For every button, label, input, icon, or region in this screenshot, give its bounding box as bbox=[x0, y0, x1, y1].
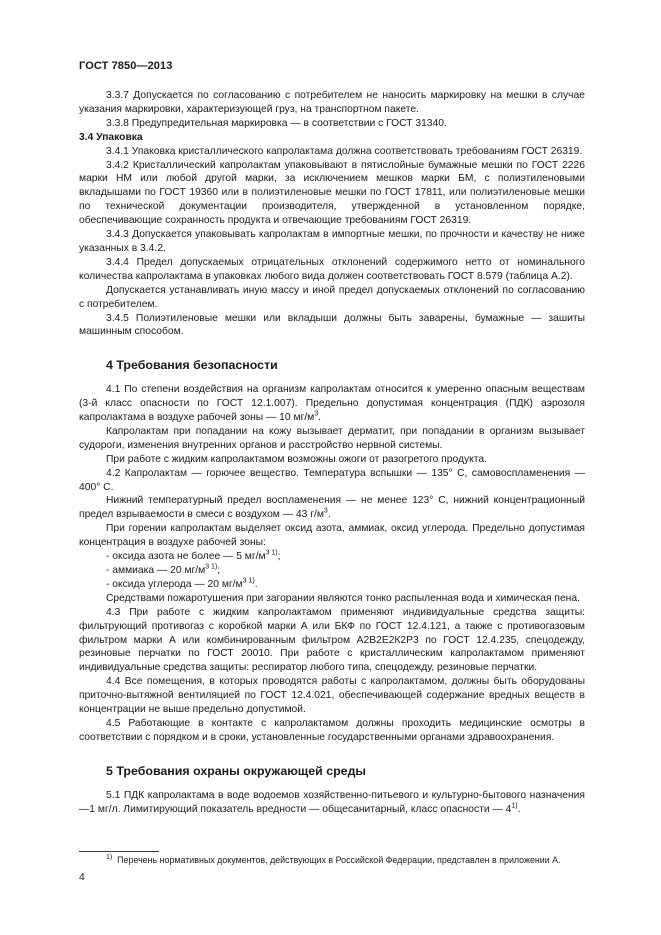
paragraph-4-5: 4.5 Работающие в контакте с капролактамом должны проходить медицинские осмотры в соответствии с порядком и в сроки, установленные государственными органами здравоохранения. bbox=[79, 717, 585, 743]
paragraph-4-2-limits bbox=[79, 494, 585, 522]
paragraph-3-4-1: 3.4.1 Упаковка кристаллического капролактама должна соответствовать требованиям ГОСТ 26319. bbox=[106, 145, 583, 157]
paragraph-4-1-skin: Капролактам при попадании на кожу вызывает дерматит, при попадании в организм вызывает судороги, изменения внутренних органов и расстройство нервной системы. bbox=[79, 425, 585, 451]
page-content bbox=[79, 89, 585, 817]
superscript: 3 bbox=[314, 410, 319, 418]
paragraph-3-4-4: 3.4.4 Предел допускаемых отрицательных отклонений содержимого нетто от номинального количества капролактама в упаковках любого вида должен соответствовать ГОСТ 8.579 (таблица А.2). bbox=[79, 256, 585, 282]
superscript: 3 1) bbox=[205, 563, 218, 571]
superscript: 3 1) bbox=[242, 577, 255, 585]
list-item-text: - оксида углерода — 20 мг/м bbox=[106, 578, 243, 590]
list-item-text: - оксида азота не более — 5 мг/м bbox=[106, 551, 266, 563]
list-item bbox=[79, 550, 585, 564]
paragraph-5-1-text: 5.1 ПДК капролактама в воде водоемов хозяйственно-питьевого и культурно-бытового назначения —1 мг/л. Лимитирующий показатель вредности — общесанитарный, класс опасности — 4 bbox=[79, 789, 585, 815]
document-header: ГОСТ 7850—2013 bbox=[79, 60, 173, 72]
paragraph-3-3-7: 3.3.7 Допускается по согласованию с потребителем не наносить маркировку на мешки в случае указания маркировки, характеризующей груз, на транспортном пакете. bbox=[79, 90, 585, 115]
punctuation: . bbox=[327, 509, 331, 521]
punctuation: ; bbox=[277, 551, 281, 563]
subsection-heading-3-4: 3.4 Упаковка bbox=[79, 131, 143, 143]
paragraph-3-4-3: 3.4.3 Допускается упаковывать капролактам в импортные мешки, по прочности и качеству не ниже указанных в 3.4.2. bbox=[79, 229, 585, 254]
paragraph-4-2: 4.2 Капролактам — горючее вещество. Температура вспышки — 135° С, самовоспламенения — 400° С. bbox=[79, 467, 585, 493]
paragraph-3-4-4-note: Допускается устанавливать иную массу и иной предел допускаемых отклонений по согласованию с потребителем. bbox=[79, 284, 585, 310]
punctuation: . bbox=[254, 578, 258, 590]
paragraph-4-1 bbox=[79, 383, 585, 425]
paragraph-4-1-text: 4.1 По степени воздействия на организм капролактам относится к умеренно опасным веществам (3-й класс опасности по ГОСТ 12.1.007). Предельно допустимая концентрация (ПДК) аэрозоля капролактама в воздухе рабочей зоны — 10 мг/м bbox=[79, 384, 585, 424]
footnote-mark: 1) bbox=[106, 854, 113, 862]
footnote bbox=[106, 855, 588, 866]
superscript: 3 bbox=[323, 507, 328, 515]
section-heading-5: 5 Требования охраны окружающей среды bbox=[106, 763, 367, 778]
paragraph-4-1-burns: При работе с жидким капролактамом возможны ожоги от разогретого продукта. bbox=[106, 453, 487, 465]
punctuation: . bbox=[318, 412, 322, 424]
page-number: 4 bbox=[79, 872, 85, 883]
list-item bbox=[79, 564, 585, 578]
punctuation: . bbox=[517, 803, 521, 815]
paragraph-3-4-5: 3.4.5 Полиэтиленовые мешки или вкладыши должны быть заварены, бумажные — зашиты машинным способом. bbox=[79, 312, 585, 338]
footnote-text: Перечень нормативных документов, действующих в Российской Федерации, представлен в приложении А. bbox=[117, 855, 561, 865]
paragraph-4-4: 4.4 Все помещения, в которых проводятся работы с капролактамом, должны быть оборудованы приточно-вытяжной вентиляцией по ГОСТ 12.4.021, обеспечивающей содержание вредных веществ в концентрации не выше предельно допустимой. bbox=[79, 676, 585, 716]
list-item-text: - аммиака — 20 мг/м bbox=[106, 565, 206, 576]
punctuation: ; bbox=[217, 565, 221, 576]
list-item bbox=[79, 578, 585, 592]
superscript: 3 1) bbox=[265, 549, 278, 557]
paragraph-5-1 bbox=[79, 789, 585, 817]
paragraph-3-3-8: 3.3.8 Предупредительная маркировка — в соответствии с ГОСТ 31340. bbox=[106, 117, 447, 129]
paragraph-4-3: 4.3 При работе с жидким капролактамом применяют индивидуальные средства защиты: фильтрующий противогаз с коробкой марки А или БКФ по ГОСТ 12.4.121, а также с противогазовым фильтром марки А или комбинированным фильтром А2В2Е2К2Р3 по ГОСТ 12.4.235, спецодежду, резиновые перчатки по ГОСТ 20010. При работе с кристаллическим капролактамом применяют индивидуальные средства защиты: респиратор любого типа, спецодежду, резиновые перчатки. bbox=[79, 606, 585, 674]
paragraph-3-4-2: 3.4.2 Кристаллический капролактам упаковывают в пятислойные бумажные мешки по ГОСТ 2226 марки НМ или любой другой марки, за исключением мешков марки БМ, с полиэтиленовыми вкладышами по ГОСТ 19360 или в полиэтиленовые мешки по ГОСТ 17811, или полиэтиленовые мешки по технической документации производителя, утвержденной в установленном порядке, обеспечивающие сохранность продукта и отвечающие требованиям ГОСТ 26319. bbox=[79, 159, 585, 227]
paragraph-4-2-extinguishing: Средствами пожаротушения при загорании являются тонко распыленная вода и химическая пена. bbox=[106, 592, 580, 604]
footnote-divider bbox=[79, 851, 159, 852]
paragraph-4-2-combustion: При горении капролактам выделяет оксид азота, аммиак, оксид углерода. Предельно допустимая концентрация в воздухе рабочей зоны: bbox=[79, 523, 585, 549]
paragraph-4-2-limits-text: Нижний температурный предел воспламенения — не менее 123° С, нижний концентрационный предел взрываемости в смеси с воздухом — 43 г/м bbox=[79, 495, 585, 521]
section-heading-4: 4 Требования безопасности bbox=[106, 358, 278, 373]
superscript: 1) bbox=[511, 802, 518, 810]
